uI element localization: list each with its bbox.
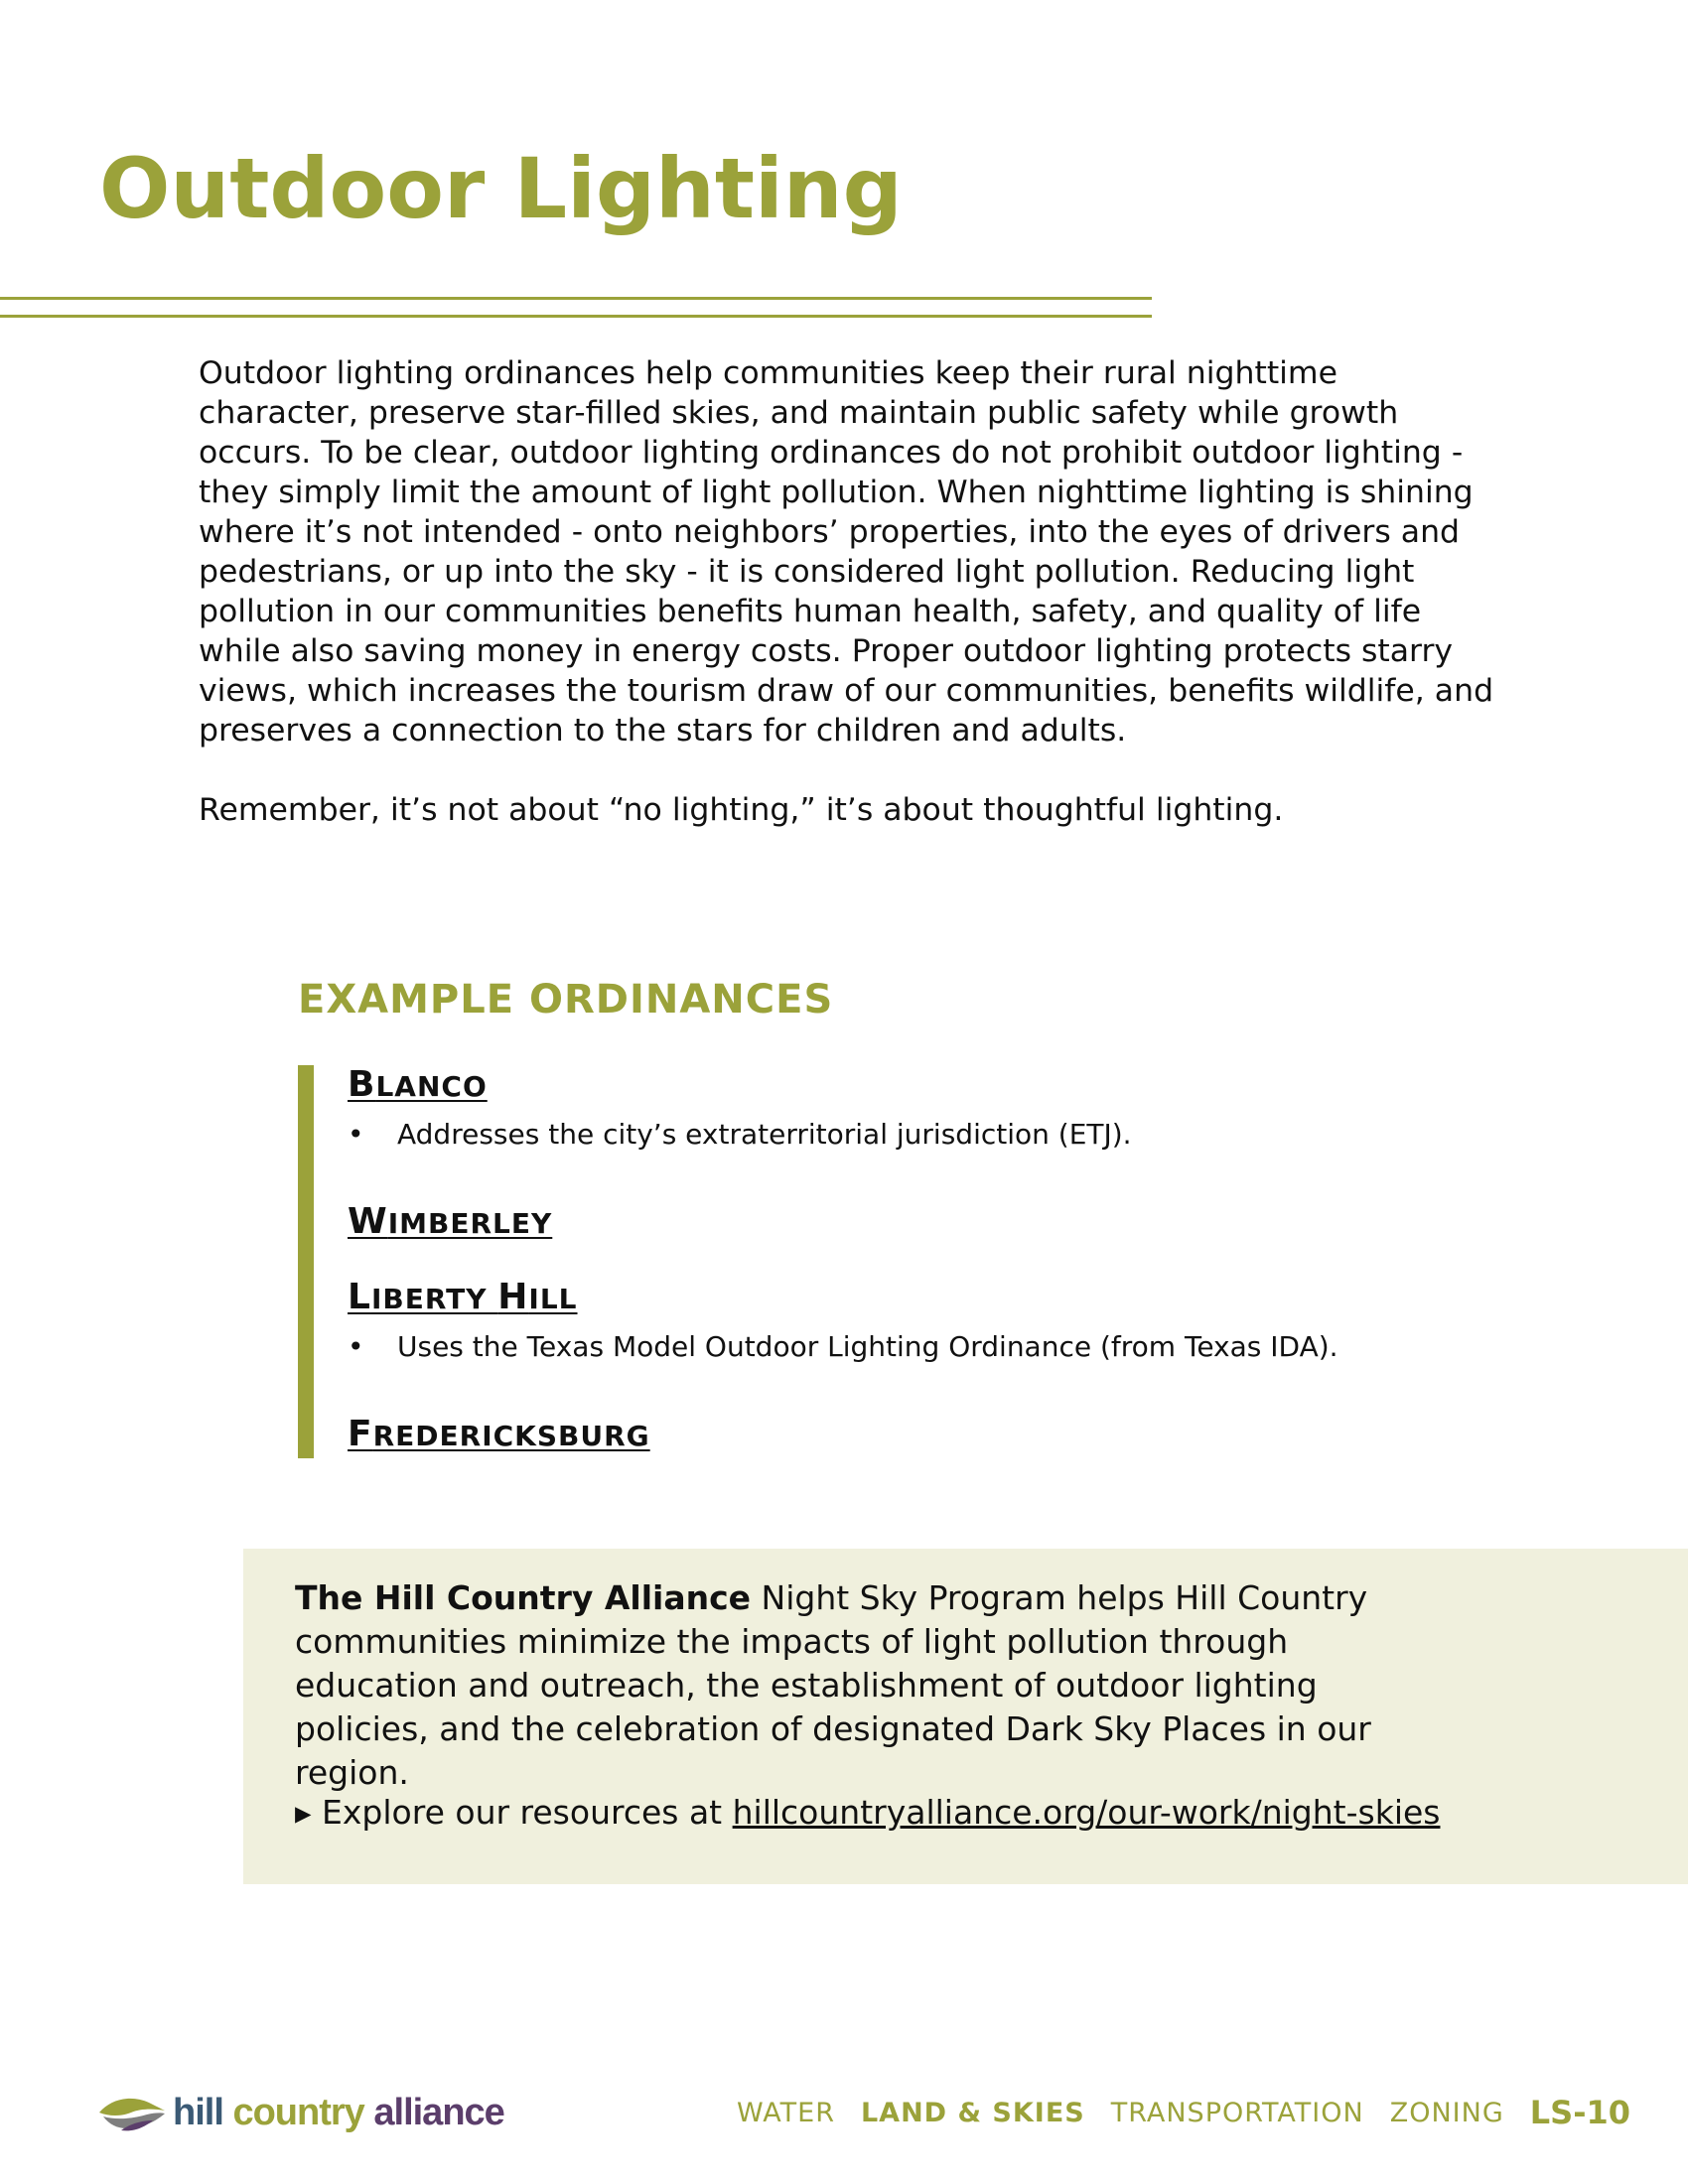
ordinance-name-initial: L (348, 1277, 371, 1317)
ordinance-link-blanco[interactable] (348, 1065, 488, 1107)
callout-org-name: The Hill Country Alliance (295, 1578, 752, 1617)
ordinance-name-initial: W (348, 1201, 388, 1242)
ordinance-name-rest: IMBERLEY (387, 1207, 553, 1240)
logo-word-alliance: alliance (373, 2092, 504, 2133)
intro-closing-paragraph: Remember, it’s not about “no lighting,” it’s about thoughtful lighting. (199, 792, 1284, 828)
page-title: Outdoor Lighting (99, 140, 903, 237)
ordinance-link-fredericksburg[interactable] (348, 1415, 650, 1456)
hill-country-alliance-logo-icon (97, 2091, 167, 2134)
ordinance-item-wimberley (348, 1202, 1539, 1244)
footer-nav-land-skies[interactable]: LAND & SKIES (860, 2097, 1085, 2128)
logo-word-hill: hill (173, 2092, 223, 2133)
ordinance-name-initial-2: H (497, 1277, 529, 1317)
bullet-dot-icon: • (348, 1118, 364, 1151)
logo-wordmark (173, 2085, 504, 2140)
title-rule-bottom (0, 315, 1152, 318)
night-sky-program-callout (243, 1549, 1688, 1884)
intro-paragraph: Outdoor lighting ordinances help communities keep their rural nighttime character, preserve star-filled skies, and maintain public safety while growth occurs. To be clear, outdoor lighting ordinances do not prohibit outdoor lighting - they simply limit the amount of light pollution. When nighttime lighting is shining where it’s not intended - onto neighbors’ properties, into the eyes of drivers and pedestrians, or up into the sky - it is considered light pollution. Reducing light pollution in our communities benefits human health, safety, and quality of life while also saving money in energy costs. Proper outdoor lighting protects starry views, which increases the tourism draw of our communities, benefits wildlife, and preserves a connection to the stars for children and adults. (199, 355, 1494, 749)
callout-body: Night Sky Program helps Hill Country communities minimize the impacts of light pollution through education and outreach, the establishment of outdoor lighting policies, and the celebration of designated Dark Sky Places in our region. (295, 1578, 1371, 1792)
ordinance-name-rest-2: ILL (528, 1283, 578, 1315)
ordinance-note (348, 1115, 1539, 1155)
night-skies-resources-link[interactable]: hillcountryalliance.org/our-work/night-skies (732, 1793, 1441, 1832)
ordinance-item-liberty-hill (348, 1278, 1539, 1367)
ordinance-list (298, 1065, 1539, 1458)
ordinance-name-rest: LANCO (375, 1070, 488, 1103)
hill-country-alliance-logo[interactable] (97, 2085, 504, 2140)
ordinance-link-liberty-hill[interactable] (348, 1278, 578, 1319)
logo-word-country: country (232, 2092, 364, 2133)
ordinance-name-rest: REDERICKSBURG (372, 1420, 650, 1452)
ordinance-note-text: Addresses the city’s extraterritorial jurisdiction (ETJ). (397, 1118, 1132, 1151)
callout-resources-line (295, 1791, 1440, 1835)
footer-nav-water[interactable]: WATER (737, 2097, 835, 2128)
page-number: LS-10 (1529, 2094, 1630, 2131)
ordinance-link-wimberley[interactable] (348, 1202, 552, 1244)
ordinance-name-initial: B (348, 1064, 376, 1105)
callout-link-prefix: ▸ Explore our resources at (295, 1793, 733, 1832)
ordinance-note (348, 1327, 1539, 1367)
ordinance-note-text: Uses the Texas Model Outdoor Lighting Ordinance (from Texas IDA). (397, 1330, 1338, 1363)
ordinance-name-initial: F (348, 1414, 373, 1454)
bullet-dot-icon: • (348, 1330, 364, 1363)
page-footer (0, 2085, 1688, 2144)
footer-nav-transportation[interactable]: TRANSPORTATION (1110, 2097, 1364, 2128)
ordinance-item-blanco (348, 1065, 1539, 1155)
footer-nav-zoning[interactable]: ZONING (1389, 2097, 1504, 2128)
example-ordinances-heading: EXAMPLE ORDINANCES (298, 977, 834, 1023)
callout-text (295, 1576, 1417, 1795)
ordinance-item-fredericksburg (348, 1415, 1539, 1456)
footer-nav (737, 2085, 1630, 2140)
intro-text (199, 353, 1499, 870)
ordinance-name-rest: IBERTY (370, 1283, 498, 1315)
title-rule-top (0, 297, 1152, 300)
